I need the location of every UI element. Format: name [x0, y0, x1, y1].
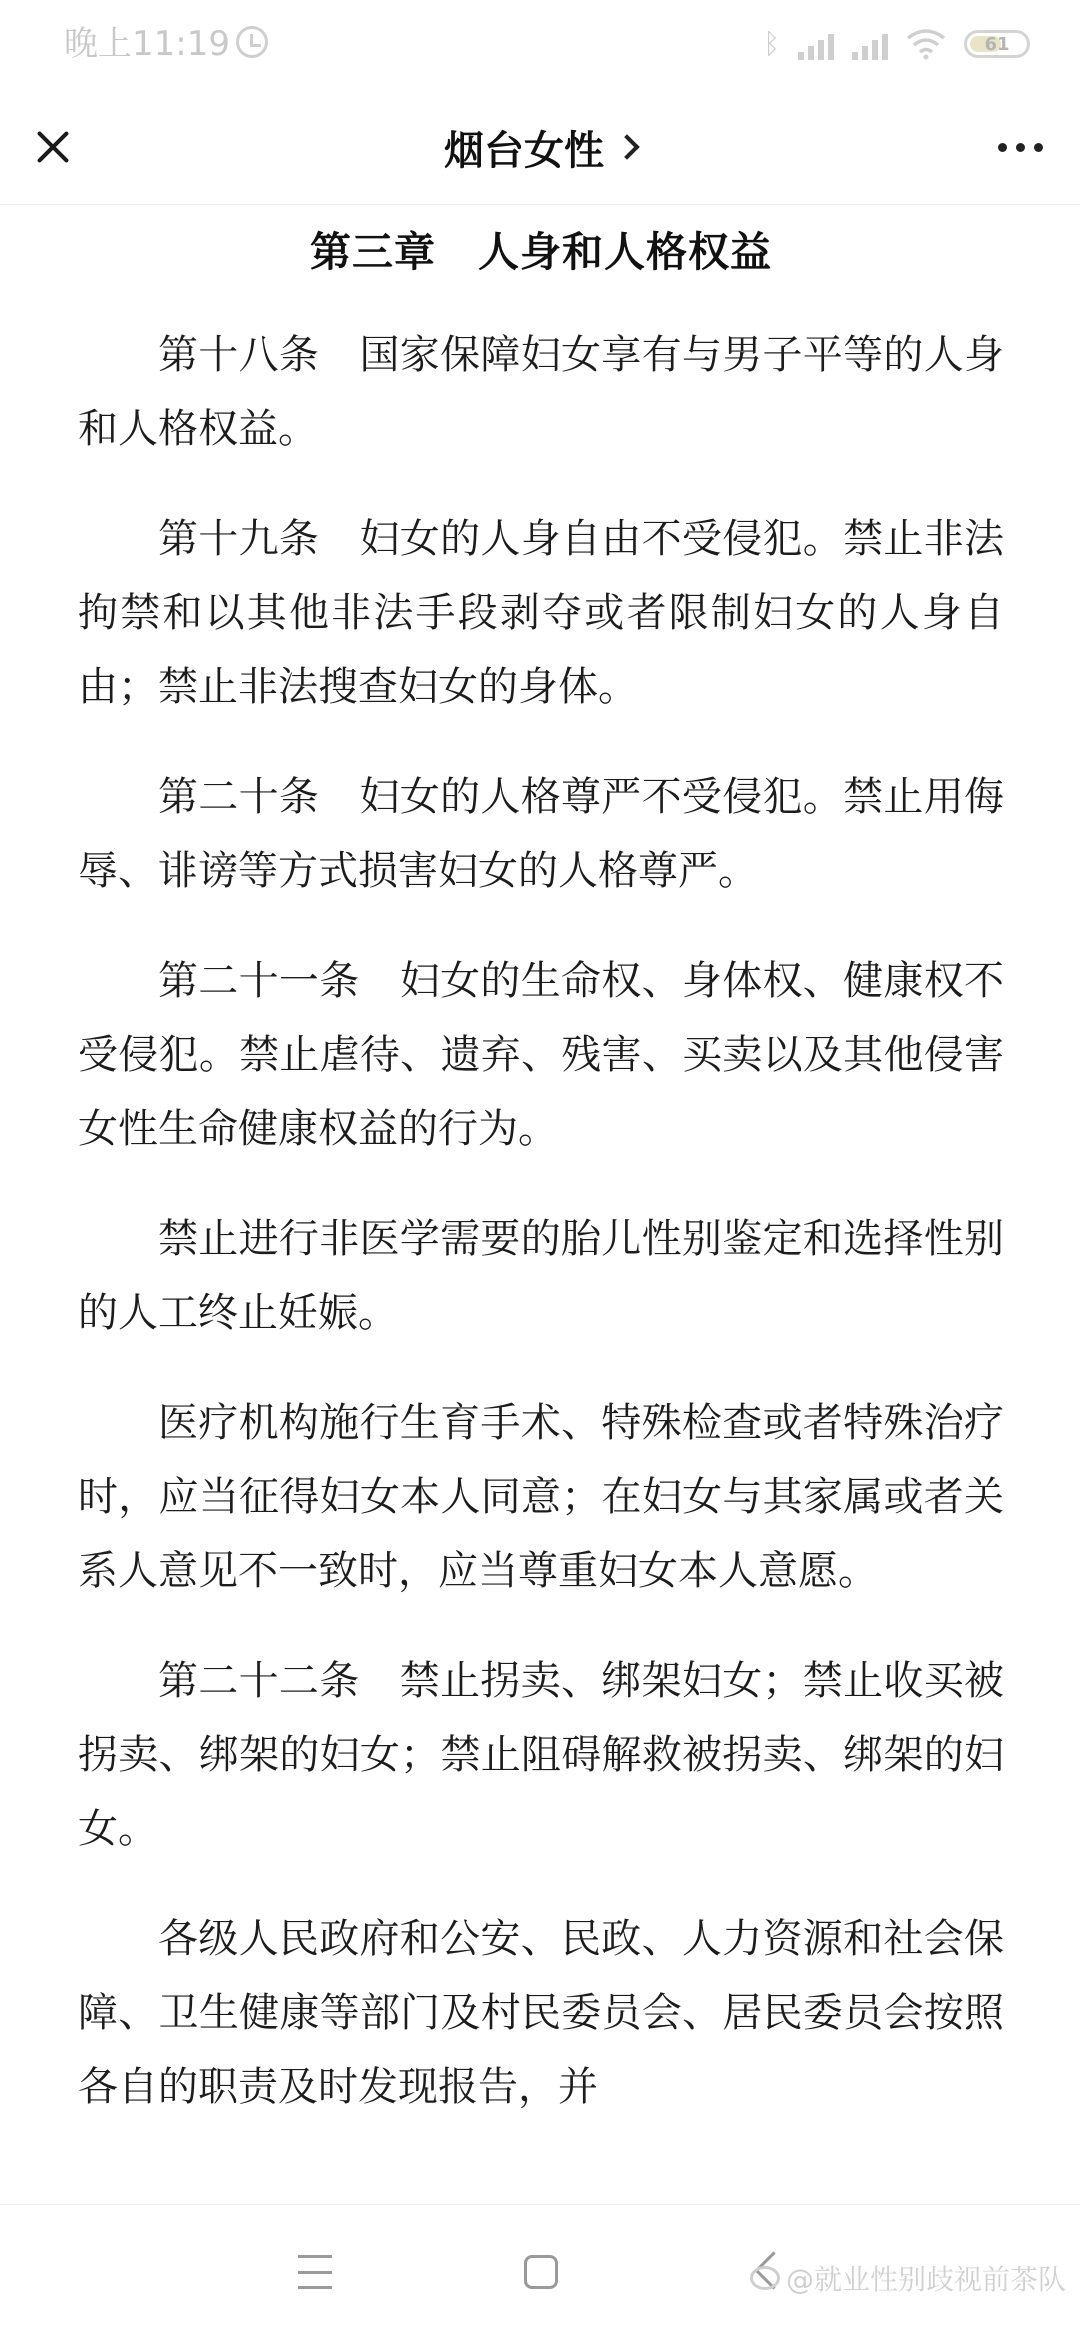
status-bar — [0, 0, 1080, 90]
chevron-right-icon — [614, 134, 639, 159]
weibo-icon — [750, 2266, 780, 2290]
more-options-button[interactable] — [988, 120, 1052, 174]
article-content[interactable] — [78, 222, 1004, 2204]
menu-line-icon — [298, 2286, 332, 2289]
article-paragraph: 医疗机构施行生育手术、特殊检查或者特殊治疗时，应当征得妇女本人同意；在妇女与其家属或者关系人意见不一致时，应当尊重妇女本人意愿。 — [78, 1400, 1004, 1594]
close-button[interactable] — [26, 120, 80, 174]
signal-icon-2 — [852, 28, 888, 60]
bluetooth-icon: ᛒ — [763, 27, 780, 60]
article-paragraph: 第二十一条 妇女的生命权、身体权、健康权不受侵犯。禁止虐待、遗弃、残害、买卖以及其他侵害女性生命健康权益的行为。 — [78, 958, 1004, 1152]
wifi-icon — [906, 28, 946, 60]
article-paragraph: 各级人民政府和公安、民政、人力资源和社会保障、卫生健康等部门及村民委员会、居民委员会按照各自的职责及时发现报告，并 — [78, 1916, 1004, 2110]
system-icons — [763, 24, 1030, 64]
battery-icon — [964, 30, 1030, 58]
battery-level: 61 — [984, 33, 1010, 55]
more-dot-icon — [998, 143, 1007, 152]
article-paragraph: 第二十条 妇女的人格尊严不受侵犯。禁止用侮辱、诽谤等方式损害妇女的人格尊严。 — [78, 774, 1004, 894]
close-icon — [34, 128, 72, 166]
watermark — [750, 2258, 1066, 2298]
menu-line-icon — [298, 2271, 332, 2274]
more-dot-icon — [1034, 143, 1043, 152]
home-button[interactable] — [524, 2255, 558, 2289]
nav-bar — [0, 90, 1080, 205]
menu-line-icon — [298, 2255, 332, 2258]
article-paragraph: 第十八条 国家保障妇女享有与男子平等的人身和人格权益。 — [78, 332, 1004, 452]
page-title: 烟台女性 — [444, 127, 604, 174]
article-paragraph: 禁止进行非医学需要的胎儿性别鉴定和选择性别的人工终止妊娠。 — [78, 1216, 1004, 1336]
article-paragraph: 第二十二条 禁止拐卖、绑架妇女；禁止收买被拐卖、绑架的妇女；禁止阻碍解救被拐卖、绑架的妇女。 — [78, 1658, 1004, 1852]
signal-icon-1 — [798, 28, 834, 60]
alarm-icon — [236, 26, 268, 58]
account-title-link[interactable] — [340, 116, 740, 178]
watermark-text: @就业性别歧视前茶队 — [785, 2263, 1066, 2296]
more-dot-icon — [1016, 143, 1025, 152]
status-time: 晚上11:19 — [64, 24, 230, 64]
article-paragraph: 第十九条 妇女的人身自由不受侵犯。禁止非法拘禁和以其他非法手段剥夺或者限制妇女的人身自由；禁止非法搜查妇女的身体。 — [78, 516, 1004, 710]
recent-apps-button[interactable] — [298, 2255, 332, 2289]
chapter-title: 第三章 人身和人格权益 — [310, 228, 772, 276]
